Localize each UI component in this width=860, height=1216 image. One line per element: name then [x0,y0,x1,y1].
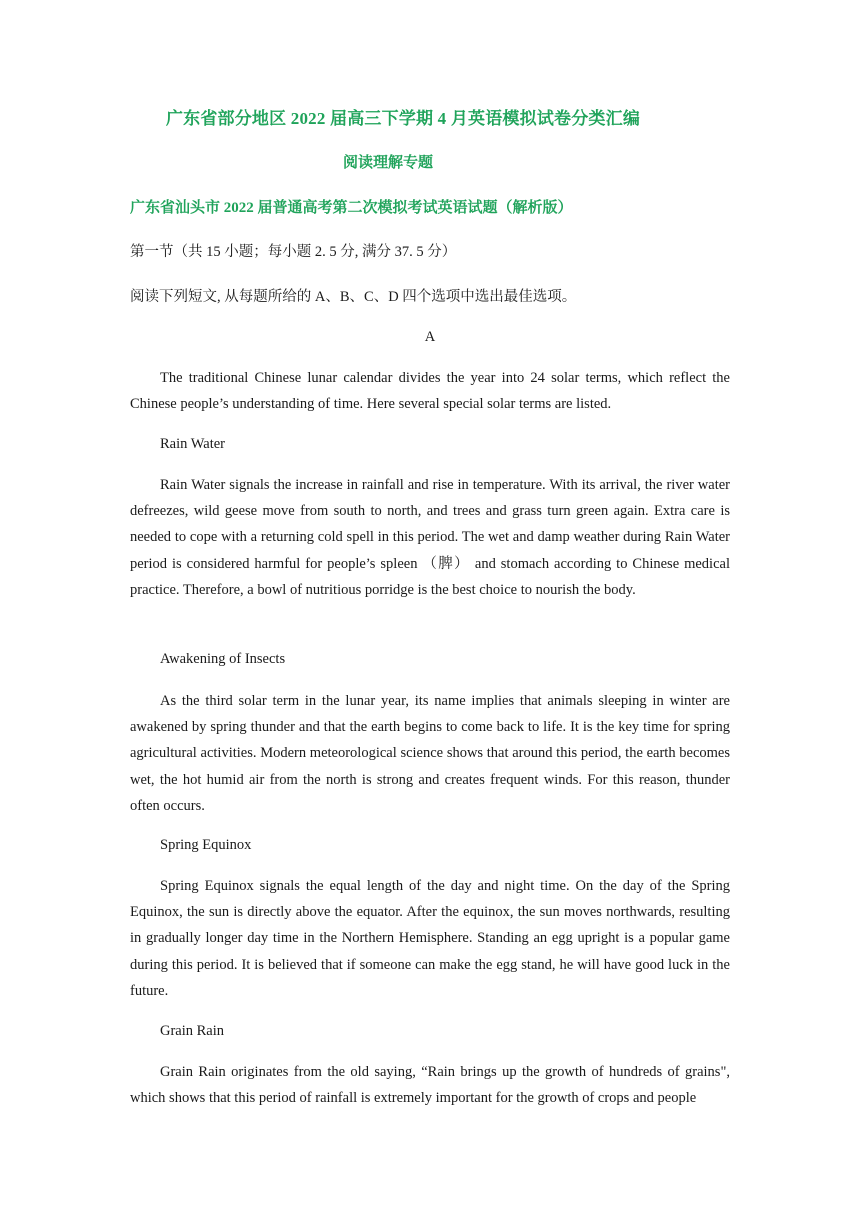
document-subtitle: 阅读理解专题 [342,155,433,171]
term-text-spring-equinox: Spring Equinox signals the equal length of the day and night time. On the day of the Spring Equinox, the sun is directly above the equator. After the equinox, the sun moves northwards, resulting in gradually longer day time in the Northern Hemisphere. Standing an egg upright is a popular game during this period. It is believed that if someone can make the egg stand, he will have good luck in the future. [130,878,730,999]
exam-title: 广东省汕头市 2022 届普通高考第二次模拟考试英语试题（解析版） [130,200,573,216]
section-instruction: 阅读下列短文, 从每题所给的 A、B、C、D 四个选项中选出最佳选项。 [130,289,577,305]
passage-letter: A [424,329,436,345]
term-heading-spring-equinox: Spring Equinox [160,837,252,853]
document-title: 广东省部分地区 2022 届高三下学期 4 月英语模拟试卷分类汇编 [165,109,641,128]
term-heading-awakening-of-insects: Awakening of Insects [160,651,286,667]
term-heading-grain-rain: Grain Rain [160,1023,225,1039]
term-text-rain-water: Rain Water signals the increase in rainfall and rise in temperature. With its arrival, the river water defreezes, wild geese move from south to north, and trees and grass turn green again. Extra care is needed to cope with a returning cold spell in this period. The wet and damp weather during Rain Water period is considered harmful for people’s spleen （脾） and stomach according to Chinese medical practice. Therefore, a bowl of nutritious porridge is the best choice to nourish the body. [130,477,730,598]
passage-intro: The traditional Chinese lunar calendar divides the year into 24 solar terms, which reflect the Chinese people’s understanding of time. Here several special solar terms are listed. [130,370,730,413]
section-info: 第一节（共 15 小题；每小题 2. 5 分, 满分 37. 5 分） [130,244,457,260]
term-text-grain-rain: Grain Rain originates from the old saying, “Rain brings up the growth of hundreds of grains", which shows that this period of rainfall is extremely important for the growth of crops and people [130,1064,730,1107]
term-heading-rain-water: Rain Water [160,436,226,452]
term-text-awakening-of-insects: As the third solar term in the lunar year, its name implies that animals sleeping in winter are awakened by spring thunder and that the earth begins to come back to life. It is the key time for spring agricultural activities. Modern meteorological science shows that around this period, the earth becomes wet, the hot humid air from the north is strong and creates frequent winds. For this reason, thunder often occurs. [130,693,730,814]
